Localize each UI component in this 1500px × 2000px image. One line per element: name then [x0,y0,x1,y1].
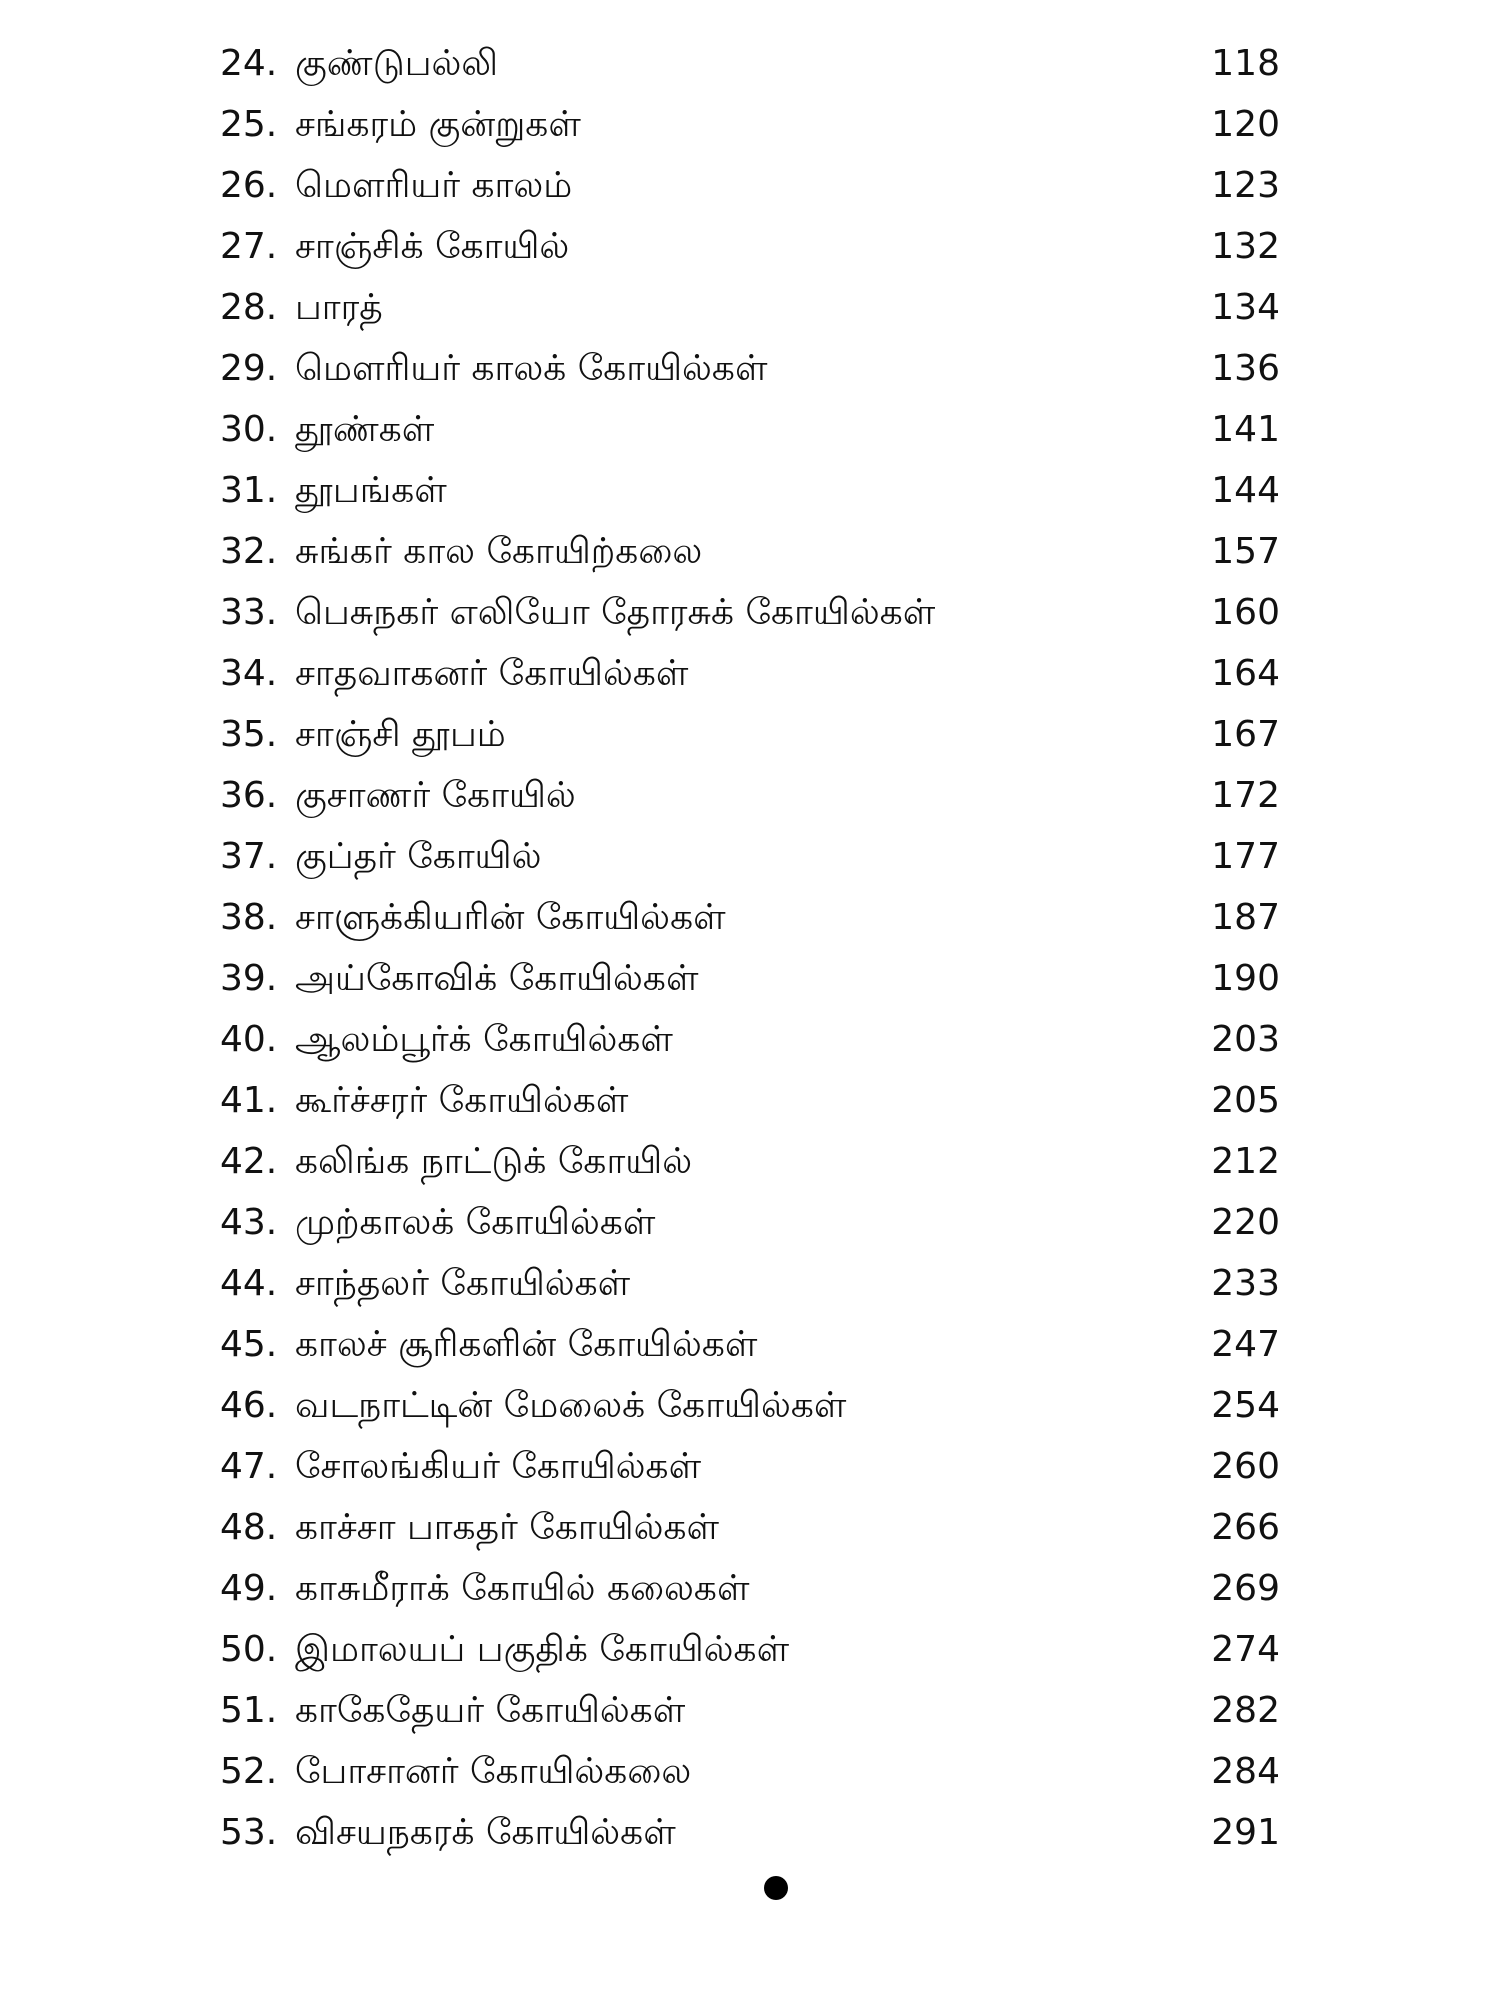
entry-number: 45. [220,1324,278,1365]
entry-page: 260 [1211,1446,1280,1487]
entry-page: 203 [1211,1019,1280,1060]
entry-title: முற்காலக் கோயில்கள் [295,1202,656,1243]
entry-page: 167 [1211,714,1280,755]
toc-entry [0,34,1500,94]
toc-entry [0,1620,1500,1680]
entry-number: 32. [220,531,278,572]
toc-entry [0,400,1500,460]
entry-title: பாரத் [295,287,383,328]
entry-title: வடநாட்டின் மேலைக் கோயில்கள் [295,1385,847,1426]
entry-number: 36. [220,775,278,816]
toc-entry [0,1376,1500,1436]
toc-entry [0,705,1500,765]
entry-page: 274 [1211,1629,1280,1670]
entry-number: 26. [220,165,278,206]
toc-entry [0,949,1500,1009]
entry-title: விசயநகரக் கோயில்கள் [295,1812,676,1853]
entry-page: 177 [1211,836,1280,877]
entry-page: 266 [1211,1507,1280,1548]
entry-title: காகேதேயர் கோயில்கள் [295,1690,686,1731]
entry-number: 42. [220,1141,278,1182]
entry-page: 291 [1211,1812,1280,1853]
toc-entry [0,1803,1500,1863]
toc-entry [0,339,1500,399]
entry-title: கூர்ச்சரர் கோயில்கள் [295,1080,629,1121]
entry-title: காசுமீராக் கோயில் கலைகள் [295,1568,750,1609]
toc-entry [0,1193,1500,1253]
toc-entry [0,156,1500,216]
entry-number: 28. [220,287,278,328]
entry-title: அய்கோவிக் கோயில்கள் [295,958,699,999]
toc-entry [0,1559,1500,1619]
entry-number: 44. [220,1263,278,1304]
toc-entry [0,1010,1500,1070]
toc-entry [0,1742,1500,1802]
toc-entry [0,1132,1500,1192]
entry-number: 40. [220,1019,278,1060]
entry-page: 247 [1211,1324,1280,1365]
entry-page: 120 [1211,104,1280,145]
toc-entry [0,1437,1500,1497]
entry-title: குண்டுபல்லி [295,43,499,84]
entry-page: 132 [1211,226,1280,267]
entry-page: 284 [1211,1751,1280,1792]
entry-number: 29. [220,348,278,389]
entry-number: 25. [220,104,278,145]
entry-number: 24. [220,43,278,84]
entry-page: 144 [1211,470,1280,511]
entry-title: சாளுக்கியரின் கோயில்கள் [295,897,726,938]
end-bullet-dot [764,1876,788,1900]
toc-entry [0,278,1500,338]
entry-number: 39. [220,958,278,999]
entry-page: 187 [1211,897,1280,938]
entry-number: 50. [220,1629,278,1670]
entry-page: 134 [1211,287,1280,328]
toc-entry [0,644,1500,704]
entry-number: 52. [220,1751,278,1792]
entry-title: மௌரியர் காலம் [295,165,573,206]
toc-entry [0,888,1500,948]
entry-page: 220 [1211,1202,1280,1243]
entry-title: சாதவாகனர் கோயில்கள் [295,653,689,694]
entry-number: 49. [220,1568,278,1609]
entry-number: 34. [220,653,278,694]
toc-entry [0,766,1500,826]
entry-page: 141 [1211,409,1280,450]
entry-number: 27. [220,226,278,267]
entry-title: சாந்தலர் கோயில்கள் [295,1263,631,1304]
entry-number: 30. [220,409,278,450]
entry-title: காச்சா பாகதர் கோயில்கள் [295,1507,720,1548]
entry-number: 35. [220,714,278,755]
entry-page: 136 [1211,348,1280,389]
entry-number: 47. [220,1446,278,1487]
entry-title: போசானர் கோயில்கலை [295,1751,692,1792]
entry-number: 53. [220,1812,278,1853]
toc-entry [0,1681,1500,1741]
entry-page: 157 [1211,531,1280,572]
entry-title: சங்கரம் குன்றுகள் [295,104,581,145]
entry-title: சோலங்கியர் கோயில்கள் [295,1446,702,1487]
entry-page: 118 [1211,43,1280,84]
entry-title: தூபங்கள் [295,470,447,511]
entry-title: கலிங்க நாட்டுக் கோயில் [295,1141,693,1182]
entry-page: 205 [1211,1080,1280,1121]
entry-title: இமாலயப் பகுதிக் கோயில்கள் [295,1629,790,1670]
entry-title: சாஞ்சி தூபம் [295,714,506,755]
entry-number: 43. [220,1202,278,1243]
entry-page: 190 [1211,958,1280,999]
entry-title: குசாணர் கோயில் [295,775,576,816]
toc-entry [0,95,1500,155]
toc-entry [0,583,1500,643]
entry-page: 233 [1211,1263,1280,1304]
entry-page: 160 [1211,592,1280,633]
entry-title: பெசுநகர் எலியோ தோரசுக் கோயில்கள் [295,592,936,633]
toc-entry [0,1498,1500,1558]
entry-title: மௌரியர் காலக் கோயில்கள் [295,348,768,389]
entry-page: 172 [1211,775,1280,816]
entry-number: 31. [220,470,278,511]
toc-entry [0,1071,1500,1131]
entry-page: 123 [1211,165,1280,206]
entry-number: 51. [220,1690,278,1731]
toc-entry [0,1315,1500,1375]
entry-page: 269 [1211,1568,1280,1609]
entry-page: 212 [1211,1141,1280,1182]
toc-entry [0,461,1500,521]
entry-title: சாஞ்சிக் கோயில் [295,226,570,267]
toc-entry [0,522,1500,582]
entry-title: தூண்கள் [295,409,435,450]
toc-entry [0,1254,1500,1314]
entry-title: காலச் சூரிகளின் கோயில்கள் [295,1324,758,1365]
toc-entry [0,827,1500,887]
entry-page: 254 [1211,1385,1280,1426]
entry-number: 37. [220,836,278,877]
entry-number: 38. [220,897,278,938]
entry-title: ஆலம்பூர்க் கோயில்கள் [295,1019,673,1060]
entry-title: குப்தர் கோயில் [295,836,542,877]
entry-page: 164 [1211,653,1280,694]
entry-title: சுங்கர் கால கோயிற்கலை [295,531,703,572]
toc-entry [0,217,1500,277]
entry-number: 48. [220,1507,278,1548]
entry-number: 46. [220,1385,278,1426]
entry-number: 41. [220,1080,278,1121]
entry-number: 33. [220,592,278,633]
entry-page: 282 [1211,1690,1280,1731]
